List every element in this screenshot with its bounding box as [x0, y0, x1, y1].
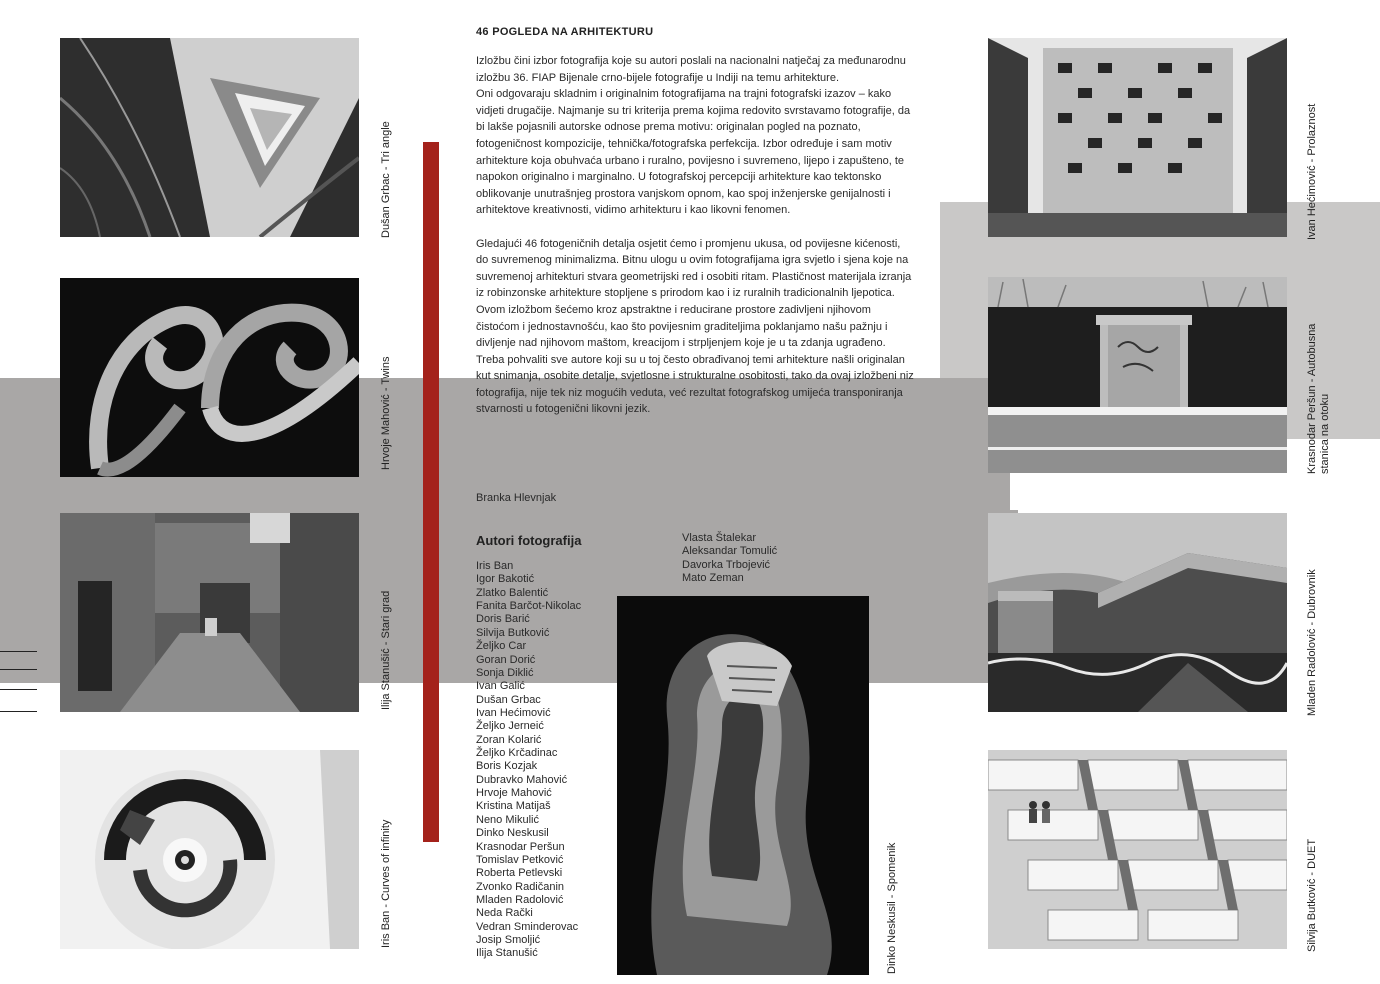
author-name: Zvonko Radičanin [476, 880, 565, 893]
author-name: Dubravko Mahović [476, 773, 568, 786]
author-name: Ivan Hećimović [476, 706, 551, 719]
caption-prolaznost: Ivan Hećimović - Prolaznost [1306, 103, 1318, 240]
author-name: Neda Rački [476, 907, 533, 920]
intro-paragraph: Izložbu čini izbor fotografija koje su autori poslali na nacionalni natječaj za međunarodnu izložbu 36. FIAP Bijenale crno-bijele fotografije u Indiji na temu arhitekture. [476, 55, 906, 84]
author-name: Neno Mikulić [476, 813, 539, 826]
author-name: Krasnodar Peršun [476, 840, 565, 853]
author-name: Sonja Diklić [476, 666, 534, 679]
author-name: Davorka Trbojević [682, 558, 771, 571]
photo-prolaznost [988, 38, 1287, 237]
author-name: Vedran Sminderovac [476, 920, 579, 933]
photo-curves-of-infinity [60, 750, 359, 949]
author-name: Fanita Barčot-Nikolac [476, 600, 582, 613]
photo-autobusna-stanica [988, 277, 1287, 473]
intro-paragraph: Oni odgovaraju skladnim i originalnim fotografijama na trajni fotografski izazov – kako vidjeti drugačije. Najmanje su tri kriterija prema kojima redovito svrstavamo fotografije, da bi lakše pojasnili autorske odnose prema motivu: originalan pogled na poznato, fotogeničnost kompozicije, tehnička/fotografska perfekcija. Izbor određuje i sam motiv arhitekture koja obuhvaća urbano i ruralno, povijesno i suvremeno, lijepo i zapušteno, te napokon originalno i marginalno. U fotografskoj percepciji arhitekture kao tektonsko oblikovanje unutrašnjeg prostora vanjskom opnom, kao spoj inženjerske genijalnosti i arhitektove kreativnosti, vidimo arhitekturu i kao likovni fenomen. [476, 88, 911, 217]
authors-list-1 [476, 560, 581, 961]
author-name: Mato Zeman [682, 572, 744, 585]
author-name: Josip Smoljić [476, 934, 541, 947]
author-name: Dinko Neskusil [476, 827, 549, 840]
signature: Branka Hlevnjak [476, 492, 557, 504]
caption-duet: Silvija Butković - DUET [1306, 838, 1318, 952]
author-name: Kristina Matijaš [476, 800, 551, 813]
photo-spomenik [617, 596, 869, 975]
author-name: Goran Dorić [476, 653, 536, 666]
author-name: Doris Barić [476, 613, 530, 626]
authors-heading: Autori fotografija [476, 533, 582, 548]
author-name: Dušan Grbac [476, 693, 541, 706]
author-name: Boris Kozjak [476, 760, 538, 773]
caption-dubrovnik: Mladen Radolović - Dubrovnik [1306, 569, 1318, 716]
photo-duet [988, 750, 1287, 949]
author-name: Igor Bakotić [476, 573, 535, 586]
author-name: Željko Jernеić [476, 720, 544, 733]
deco-line [0, 711, 37, 712]
author-name: Željko Krčadinac [476, 747, 558, 760]
photo-stari-grad [60, 513, 359, 712]
author-name: Silvija Butković [476, 626, 550, 639]
deco-line [0, 689, 37, 690]
photo-twins [60, 278, 359, 477]
author-name: Hrvoje Mahović [476, 787, 552, 800]
photo-tri-angle [60, 38, 359, 237]
author-name: Iris Ban [476, 560, 514, 572]
author-name: Zlatko Balentić [476, 586, 549, 599]
caption-curves-of-infinity: Iris Ban - Curves of infinity [380, 819, 392, 948]
caption-autobusna-stanica [1306, 324, 1332, 474]
author-name: Ivan Galić [476, 680, 525, 693]
author-name: Aleksandar Tomulić [682, 545, 778, 558]
caption-tri-angle: Dušan Grbac - Tri angle [380, 121, 392, 238]
intro-text [476, 53, 914, 418]
caption-stari-grad: Ilija Stanušić - Stari grad [380, 590, 392, 710]
author-name: Vlasta Štalekar [682, 532, 756, 544]
author-name: Tomislav Petković [476, 853, 564, 866]
intro-paragraph: Gledajući 46 fotogeničnih detalja osjetit ćemo i promjenu ukusa, od povijesne kićenosti, do suvremenog minimalizma. Bitnu ulogu u ovim fotografijama igra svjetlo i sjena koje na suvremenoj arhitekturi stvara geometrijski red i osobiti ritam. Plastičnost materijala izranja iz robinzonske arhitekture stopljene s prirodom kao i iz ruralnih tradicionalnih ljepotica. Ovom izložbom šećemo kroz apstraktne i reducirane prostore zadivljeni njihovom čistoćom i jednostavnošću, kao što povijesnim graditeljima poklanjamo našu pažnju i divljenje nad njihovom maštom, kreacijom i strpljenjem koje je u ta zdanja ugrađeno. [476, 237, 912, 350]
caption-line: stanica na otoku [1319, 393, 1331, 474]
author-name: Ilija Stanušić [476, 947, 538, 960]
authors-list-2 [682, 532, 777, 585]
page-title: 46 POGLEDA NA ARHITEKTURU [476, 26, 654, 38]
deco-line [0, 669, 37, 670]
author-name: Željko Car [476, 640, 527, 653]
caption-twins: Hrvoje Mahović - Twins [380, 356, 392, 470]
author-name: Zoran Kolarić [476, 733, 542, 746]
photo-dubrovnik [988, 513, 1287, 712]
red-accent-bar [423, 142, 439, 842]
author-name: Roberta Petlevski [476, 867, 563, 880]
deco-line [0, 651, 37, 652]
caption-spomenik: Dinko Neskusil - Spomenik [886, 842, 898, 974]
caption-line: Krasnodar Peršun - Autobusna [1306, 323, 1318, 474]
author-name: Mladen Radolović [476, 893, 564, 906]
intro-paragraph: Treba pohvaliti sve autore koji su u toj često obrađivanoj temi arhitekture našli originalan kut snimanja, osobite detalje, svjetlosne i strukturalne osobitosti, tako da ovaj izložbeni niz fotografija, nije tek niz mogućih veduta, već rezultat fotografskog umijeća transponiranja stvarnosti u fotogenični likovni jezik. [476, 353, 914, 416]
